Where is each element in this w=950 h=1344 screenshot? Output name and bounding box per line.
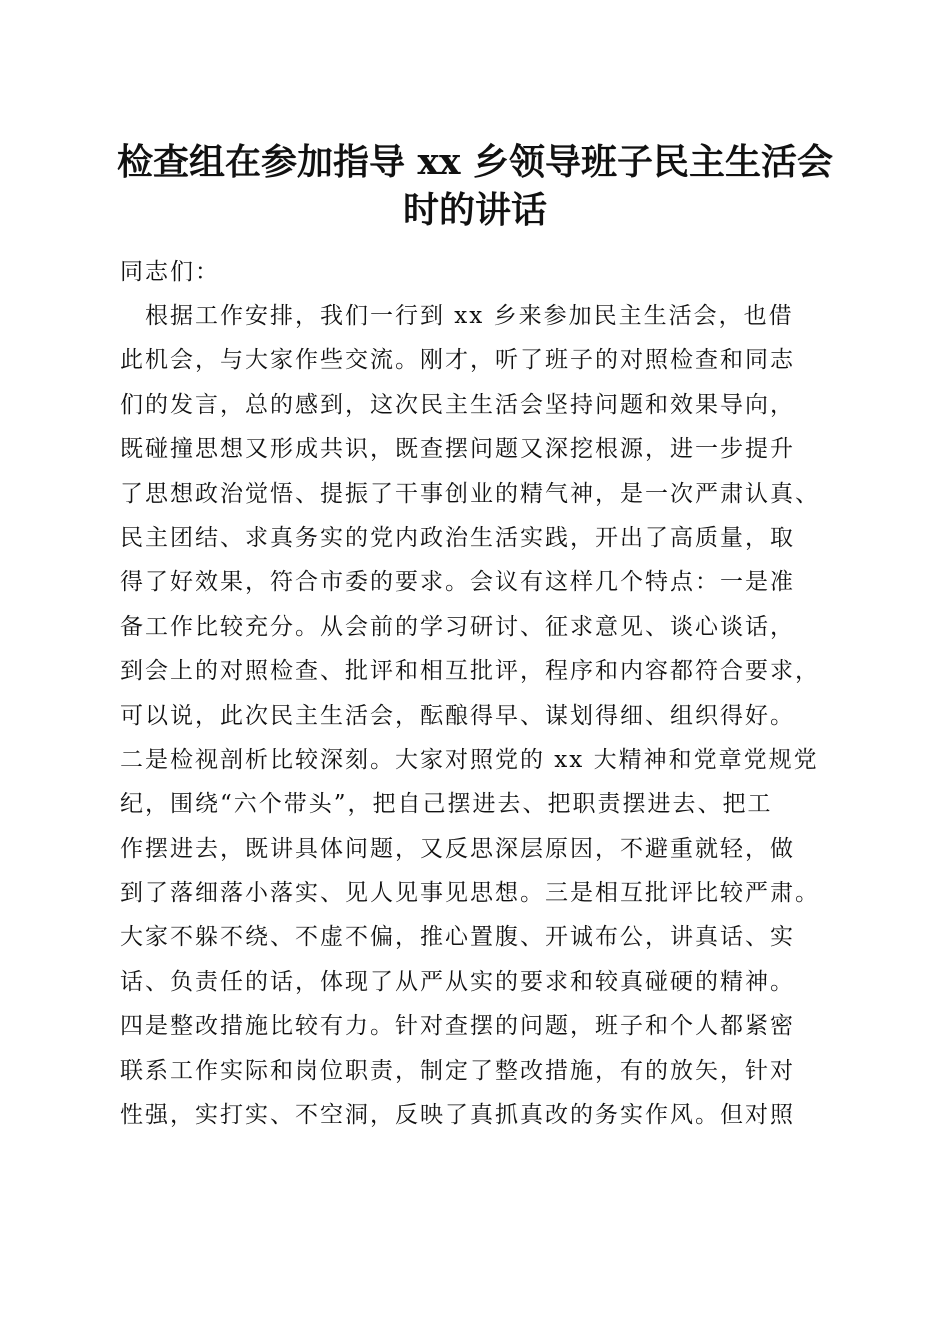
body-line: 到会上的对照检查、批评和相互批评，程序和内容都符合要求，: [120, 658, 820, 685]
greeting: 同志们：: [120, 259, 220, 285]
body-line: 二是检视剖析比较深刻。大家对照党的 xx 大精神和党章党规党: [120, 746, 819, 773]
body-line: 了思想政治觉悟、提振了干事创业的精气神，是一次严肃认真、: [120, 480, 820, 507]
body-line: 既碰撞思想又形成共识，既查摆问题又深挖根源，进一步提升: [120, 436, 795, 463]
body-line: 民主团结、求真务实的党内政治生活实践，开出了高质量，取: [120, 524, 795, 551]
title-line-1: 检查组在参加指导 xx 乡领导班子民主生活会: [117, 141, 833, 183]
body-line: 作摆进去，既讲具体问题，又反思深层原因，不避重就轻，做: [120, 835, 795, 862]
body-line: 们的发言，总的感到，这次民主生活会坚持问题和效果导向，: [120, 391, 795, 418]
body-line: 联系工作实际和岗位职责，制定了整改措施，有的放矢，针对: [120, 1057, 795, 1084]
body-line: 纪，围绕“六个带头”，把自己摆进去、把职责摆进去、把工: [120, 791, 773, 818]
title-line-2: 时的讲话: [402, 189, 547, 231]
body-line: 到了落细落小落实、见人见事见思想。三是相互批评比较严肃。: [120, 880, 820, 907]
body-line: 备工作比较充分。从会前的学习研讨、征求意见、谈心谈话，: [120, 613, 795, 640]
body-line: 性强，实打实、不空洞，反映了真抓真改的务实作风。但对照: [120, 1102, 795, 1129]
body-line: 大家不躲不绕、不虚不偏，推心置腹、开诚布公，讲真话、实: [120, 924, 795, 951]
body-line: 四是整改措施比较有力。针对查摆的问题，班子和个人都紧密: [120, 1013, 795, 1040]
body-line: 话、负责任的话，体现了从严从实的要求和较真碰硬的精神。: [120, 968, 795, 995]
document-body: [120, 250, 840, 1137]
body-line: 此机会，与大家作些交流。刚才，听了班子的对照检查和同志: [120, 347, 795, 374]
body-line: 得了好效果，符合市委的要求。会议有这样几个特点：一是准: [120, 569, 795, 596]
body-line: 根据工作安排，我们一行到 xx 乡来参加民主生活会，也借: [120, 303, 794, 329]
body-line: 可以说，此次民主生活会，酝酿得早、谋划得细、组织得好。: [120, 702, 795, 729]
document-title: [110, 138, 840, 234]
